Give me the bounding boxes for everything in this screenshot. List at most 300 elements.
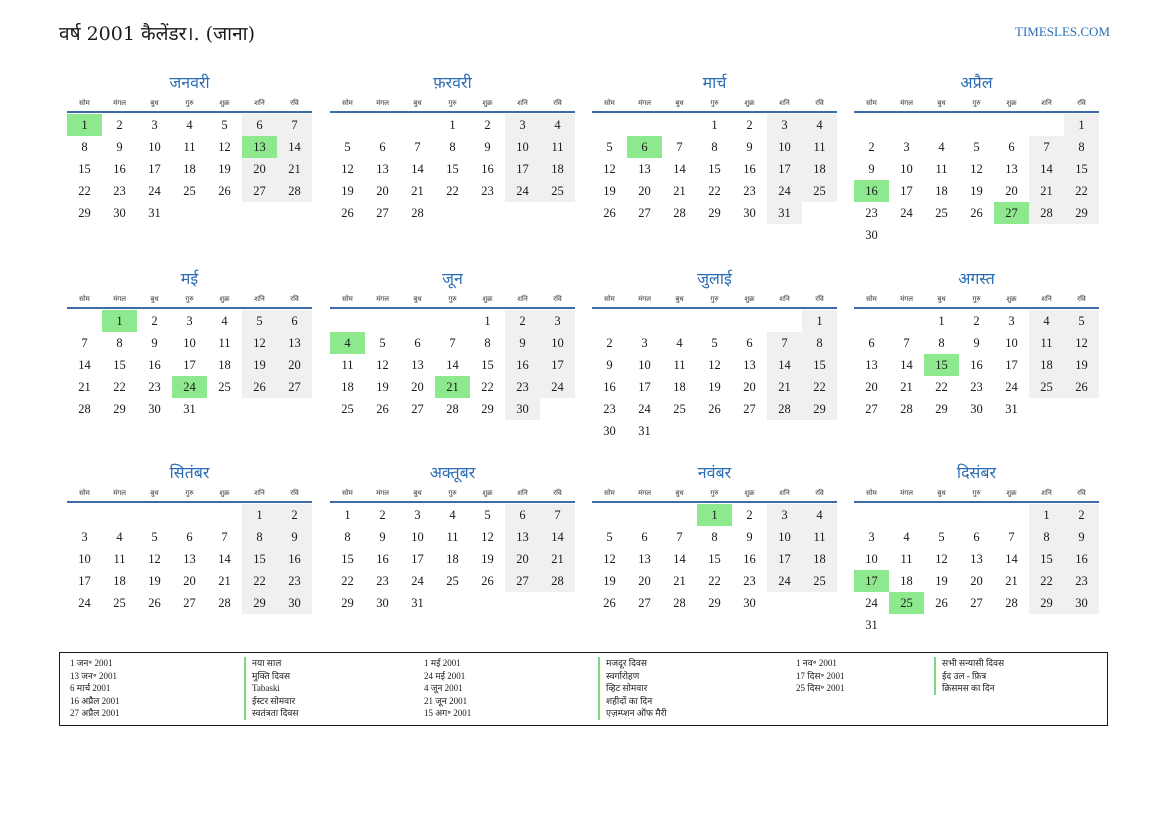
weekday-label: सोम [604, 489, 615, 497]
day-cell: 27 [743, 402, 756, 416]
day-cell: 21 [540, 548, 575, 570]
day-cell: 18 [1029, 354, 1064, 376]
holiday-name: मजदूर दिवस [598, 657, 667, 670]
day-cell: 26 [218, 184, 231, 198]
day-cell: 18 [935, 184, 948, 198]
day-cell: 11 [802, 526, 837, 548]
weekday-label: बुध [413, 99, 422, 107]
weekday-header [854, 96, 1099, 110]
month-block [330, 268, 575, 416]
holiday-date: 17 दिस॰ 2001 [796, 670, 845, 681]
holiday-date: 1 नव॰ 2001 [796, 658, 837, 668]
weekday-label: शनि [254, 489, 265, 497]
day-cell: 4 [540, 114, 575, 136]
holiday-day-cell: 25 [889, 592, 924, 614]
header-rule [67, 501, 312, 503]
holiday-date: 1 जन॰ 2001 [70, 658, 113, 668]
day-cell: 13 [1005, 162, 1018, 176]
day-cell: 17 [767, 158, 802, 180]
month-name: मार्च [702, 73, 727, 92]
header-rule [330, 111, 575, 113]
day-cell: 23 [743, 184, 756, 198]
day-cell: 21 [673, 184, 686, 198]
day-cell: 24 [148, 184, 161, 198]
weekday-header [330, 96, 575, 110]
month-name: अप्रैल [960, 73, 993, 92]
day-cell: 9 [505, 332, 540, 354]
holiday-name: शहीदों का दिन [598, 695, 667, 708]
day-cell: 28 [540, 570, 575, 592]
day-cell: 21 [218, 574, 231, 588]
holiday-name: ईद उल - फ़ित्र [934, 670, 1004, 683]
weekday-label: शुक्र [744, 99, 755, 107]
day-cell: 26 [708, 402, 721, 416]
day-cell: 16 [481, 162, 494, 176]
day-cell: 5 [242, 310, 277, 332]
day-cell: 21 [900, 380, 913, 394]
day-cell: 25 [1029, 376, 1064, 398]
day-cell: 5 [344, 140, 351, 154]
day-cell: 28 [767, 398, 802, 420]
day-cell: 24 [540, 376, 575, 398]
holiday-date: 16 अप्रैल 2001 [70, 695, 120, 706]
weekday-label: मंगल [376, 99, 389, 107]
day-cell: 3 [505, 114, 540, 136]
weekday-label: शनि [779, 99, 790, 107]
day-cell: 20 [183, 574, 196, 588]
day-cell: 18 [802, 548, 837, 570]
weekday-label: मंगल [113, 99, 126, 107]
day-cell: 30 [865, 228, 878, 242]
weekday-label: सोम [79, 489, 90, 497]
day-cell: 23 [113, 184, 126, 198]
day-cell: 2 [1064, 504, 1099, 526]
holiday-name: एज़म्प्शन ऑफ मैरी [598, 707, 667, 720]
day-cell: 14 [277, 136, 312, 158]
day-cell: 17 [148, 162, 161, 176]
header-rule [330, 501, 575, 503]
day-cell: 11 [673, 358, 686, 372]
day-cell: 1 [484, 314, 491, 328]
holiday-date: 27 अप्रैल 2001 [70, 708, 120, 718]
weekday-label: सोम [866, 489, 877, 497]
day-cell: 12 [935, 552, 948, 566]
day-cell: 21 [767, 376, 802, 398]
day-cell: 6 [277, 310, 312, 332]
weekday-label: रवि [815, 99, 824, 107]
day-cell: 7 [1008, 530, 1015, 544]
day-cell: 11 [113, 552, 126, 566]
day-cell: 2 [277, 504, 312, 526]
day-cell: 12 [603, 162, 616, 176]
day-cell: 12 [148, 552, 161, 566]
day-cell: 12 [341, 162, 354, 176]
month-block [330, 462, 575, 610]
day-cell: 8 [242, 526, 277, 548]
day-cell: 22 [481, 380, 494, 394]
day-cell: 6 [746, 336, 753, 350]
holiday-day-cell: 1 [67, 114, 102, 136]
day-cell: 16 [277, 548, 312, 570]
day-cell: 16 [148, 358, 161, 372]
day-cell: 24 [1005, 380, 1018, 394]
weekday-label: गुरु [710, 295, 719, 303]
day-cell: 23 [148, 380, 161, 394]
month-block [854, 268, 1099, 416]
holiday-dates-column [424, 657, 471, 720]
day-cell: 11 [218, 336, 231, 350]
month-block [67, 268, 312, 416]
day-cell: 8 [449, 140, 456, 154]
weekday-label: गुरु [710, 489, 719, 497]
month-name: जुलाई [697, 269, 732, 288]
day-cell: 2 [151, 314, 158, 328]
header-rule [67, 307, 312, 309]
holiday-day-cell: 4 [330, 332, 365, 354]
day-cell: 7 [767, 332, 802, 354]
day-cell: 16 [603, 380, 616, 394]
day-cell: 24 [638, 402, 651, 416]
day-cell: 11 [900, 552, 913, 566]
day-cell: 22 [708, 574, 721, 588]
day-cell: 29 [708, 206, 721, 220]
day-cell: 4 [449, 508, 456, 522]
day-cell: 9 [868, 162, 875, 176]
holiday-names-column [934, 657, 1004, 695]
weekday-label: शुक्र [1006, 295, 1017, 303]
day-cell: 29 [341, 596, 354, 610]
day-cell: 19 [1064, 354, 1099, 376]
day-cell: 5 [484, 508, 491, 522]
weekday-label: शुक्र [482, 295, 493, 303]
day-cell: 1 [1029, 504, 1064, 526]
day-cell: 30 [148, 402, 161, 416]
weekday-label: शुक्र [744, 295, 755, 303]
day-cell: 7 [676, 140, 683, 154]
day-cell: 1 [802, 310, 837, 332]
day-cell: 8 [711, 530, 718, 544]
day-cell: 24 [767, 180, 802, 202]
weekday-label: सोम [342, 295, 353, 303]
day-cell: 20 [970, 574, 983, 588]
day-cell: 26 [148, 596, 161, 610]
day-cell: 13 [277, 332, 312, 354]
day-cell: 3 [903, 140, 910, 154]
weekday-label: शनि [254, 295, 265, 303]
holiday-day-cell: 6 [627, 136, 662, 158]
day-cell: 4 [676, 336, 683, 350]
holiday-date: 21 जून 2001 [424, 695, 468, 706]
month-name: जून [442, 269, 463, 288]
weekday-label: सोम [342, 489, 353, 497]
day-cell: 30 [1064, 592, 1099, 614]
weekday-header [330, 292, 575, 306]
holiday-name: मुक्ति दिवस [244, 670, 299, 683]
holiday-names-column [598, 657, 667, 720]
day-cell: 21 [673, 574, 686, 588]
day-cell: 30 [376, 596, 389, 610]
weekday-label: मंगल [638, 489, 651, 497]
day-cell: 2 [746, 118, 753, 132]
day-cell: 6 [414, 336, 421, 350]
day-cell: 1 [938, 314, 945, 328]
weekday-label: बुध [150, 489, 159, 497]
weekday-label: मंगल [113, 489, 126, 497]
day-cell: 26 [935, 596, 948, 610]
day-cell: 6 [505, 504, 540, 526]
day-cell: 17 [540, 354, 575, 376]
day-cell: 10 [148, 140, 161, 154]
day-cell: 18 [218, 358, 231, 372]
day-cell: 15 [242, 548, 277, 570]
day-cell: 8 [938, 336, 945, 350]
day-cell: 29 [242, 592, 277, 614]
day-cell: 11 [446, 530, 459, 544]
day-cell: 9 [484, 140, 491, 154]
day-cell: 1 [242, 504, 277, 526]
month-block [592, 268, 837, 438]
day-cell: 9 [746, 530, 753, 544]
day-cell: 21 [411, 184, 424, 198]
holiday-name: सभी सन्यासी दिवस [934, 657, 1004, 670]
day-cell: 23 [376, 574, 389, 588]
day-cell: 22 [708, 184, 721, 198]
day-cell: 22 [242, 570, 277, 592]
day-cell: 28 [673, 206, 686, 220]
day-cell: 14 [673, 552, 686, 566]
day-cell: 9 [606, 358, 613, 372]
weekday-label: रवि [1077, 489, 1086, 497]
day-cell: 4 [802, 114, 837, 136]
weekday-label: मंगल [900, 489, 913, 497]
weekday-label: रवि [553, 489, 562, 497]
day-cell: 26 [603, 206, 616, 220]
holiday-name: व्हिट सोमवार [598, 682, 667, 695]
day-cell: 25 [113, 596, 126, 610]
day-cell: 6 [242, 114, 277, 136]
day-cell: 6 [186, 530, 193, 544]
day-cell: 10 [78, 552, 91, 566]
day-cell: 7 [414, 140, 421, 154]
day-cell: 12 [970, 162, 983, 176]
day-cell: 11 [540, 136, 575, 158]
weekday-label: गुरु [972, 99, 981, 107]
day-cell: 2 [505, 310, 540, 332]
day-cell: 29 [1064, 202, 1099, 224]
day-cell: 20 [242, 158, 277, 180]
weekday-label: बुध [937, 99, 946, 107]
day-cell: 13 [411, 358, 424, 372]
day-cell: 29 [1029, 592, 1064, 614]
weekday-label: शुक्र [482, 99, 493, 107]
holiday-date: 13 जन॰ 2001 [70, 670, 118, 681]
day-cell: 9 [277, 526, 312, 548]
day-cell: 21 [1029, 180, 1064, 202]
day-cell: 11 [1029, 332, 1064, 354]
day-cell: 8 [484, 336, 491, 350]
day-cell: 22 [341, 574, 354, 588]
day-cell: 3 [1008, 314, 1015, 328]
month-block [592, 72, 837, 220]
weekday-header [67, 292, 312, 306]
day-cell: 28 [1005, 596, 1018, 610]
day-cell: 23 [970, 380, 983, 394]
holiday-name: स्वतंत्रता दिवस [244, 707, 299, 720]
weekday-label: मंगल [900, 99, 913, 107]
day-cell: 28 [218, 596, 231, 610]
day-cell: 29 [78, 206, 91, 220]
day-cell: 4 [938, 140, 945, 154]
day-cell: 14 [900, 358, 913, 372]
day-cell: 7 [1029, 136, 1064, 158]
day-cell: 12 [1064, 332, 1099, 354]
holiday-date: 25 दिस॰ 2001 [796, 683, 845, 693]
day-cell: 19 [708, 380, 721, 394]
day-cell: 22 [78, 184, 91, 198]
weekday-label: रवि [553, 295, 562, 303]
day-cell: 9 [746, 140, 753, 154]
weekday-header [854, 292, 1099, 306]
weekday-label: बुध [150, 99, 159, 107]
day-cell: 16 [743, 552, 756, 566]
day-cell: 6 [1008, 140, 1015, 154]
weekday-label: शुक्र [219, 295, 230, 303]
weekday-label: बुध [675, 99, 684, 107]
day-cell: 10 [183, 336, 196, 350]
weekday-label: सोम [79, 99, 90, 107]
weekday-label: बुध [937, 295, 946, 303]
day-cell: 17 [78, 574, 91, 588]
day-cell: 2 [379, 508, 386, 522]
day-cell: 30 [603, 424, 616, 438]
day-cell: 19 [603, 184, 616, 198]
day-cell: 31 [865, 618, 878, 632]
day-cell: 17 [638, 380, 651, 394]
weekday-label: सोम [866, 295, 877, 303]
weekday-label: मंगल [900, 295, 913, 303]
day-cell: 10 [767, 526, 802, 548]
day-cell: 5 [938, 530, 945, 544]
day-cell: 25 [183, 184, 196, 198]
day-cell: 15 [708, 552, 721, 566]
day-cell: 15 [1064, 158, 1099, 180]
weekday-header [592, 486, 837, 500]
day-cell: 28 [673, 596, 686, 610]
weekday-label: शनि [1041, 295, 1052, 303]
day-cell: 27 [242, 180, 277, 202]
day-cell: 3 [641, 336, 648, 350]
day-cell: 3 [186, 314, 193, 328]
day-cell: 12 [708, 358, 721, 372]
day-cell: 30 [743, 596, 756, 610]
day-cell: 22 [1029, 570, 1064, 592]
weekday-label: सोम [604, 99, 615, 107]
day-cell: 10 [900, 162, 913, 176]
day-cell: 15 [113, 358, 126, 372]
day-cell: 18 [900, 574, 913, 588]
day-cell: 23 [1064, 570, 1099, 592]
day-cell: 20 [743, 380, 756, 394]
day-cell: 20 [376, 184, 389, 198]
day-cell: 30 [743, 206, 756, 220]
day-cell: 10 [865, 552, 878, 566]
day-cell: 6 [379, 140, 386, 154]
day-cell: 12 [603, 552, 616, 566]
day-cell: 12 [376, 358, 389, 372]
site-link[interactable]: TIMESLES.COM [1015, 24, 1110, 39]
day-cell: 8 [81, 140, 88, 154]
holiday-name: ईस्टर सोमवार [244, 695, 299, 708]
day-cell: 23 [481, 184, 494, 198]
day-cell: 10 [505, 136, 540, 158]
page-title: वर्ष 2001 कैलेंडर।. (जाना) [59, 23, 255, 45]
day-cell: 5 [379, 336, 386, 350]
weekday-label: रवि [815, 295, 824, 303]
day-cell: 16 [970, 358, 983, 372]
month-block [67, 72, 312, 220]
day-cell: 4 [1029, 310, 1064, 332]
day-cell: 27 [638, 206, 651, 220]
day-cell: 6 [868, 336, 875, 350]
day-cell: 4 [221, 314, 228, 328]
weekday-label: रवि [1077, 295, 1086, 303]
day-cell: 24 [767, 570, 802, 592]
weekday-label: गुरु [185, 489, 194, 497]
day-cell: 24 [900, 206, 913, 220]
month-name: फ़रवरी [433, 73, 472, 92]
day-cell: 18 [540, 158, 575, 180]
weekday-label: सोम [342, 99, 353, 107]
day-cell: 5 [1064, 310, 1099, 332]
day-cell: 31 [1005, 402, 1018, 416]
day-cell: 30 [970, 402, 983, 416]
header-rule [592, 111, 837, 113]
day-cell: 11 [341, 358, 354, 372]
weekday-label: गुरु [448, 489, 457, 497]
day-cell: 14 [446, 358, 459, 372]
day-cell: 19 [341, 184, 354, 198]
weekday-label: गुरु [185, 99, 194, 107]
day-cell: 5 [606, 530, 613, 544]
day-cell: 29 [935, 402, 948, 416]
day-cell: 13 [505, 526, 540, 548]
weekday-label: रवि [290, 489, 299, 497]
weekday-label: शुक्र [1006, 489, 1017, 497]
day-cell: 12 [218, 140, 231, 154]
weekday-label: बुध [413, 489, 422, 497]
day-cell: 25 [341, 402, 354, 416]
day-cell: 20 [638, 574, 651, 588]
day-cell: 8 [116, 336, 123, 350]
header-rule [854, 111, 1099, 113]
weekday-label: रवि [290, 99, 299, 107]
weekday-label: गुरु [448, 295, 457, 303]
day-cell: 14 [673, 162, 686, 176]
day-cell: 8 [1064, 136, 1099, 158]
day-cell: 26 [603, 596, 616, 610]
day-cell: 17 [505, 158, 540, 180]
day-cell: 27 [183, 596, 196, 610]
day-cell: 8 [344, 530, 351, 544]
weekday-label: शनि [517, 489, 528, 497]
day-cell: 11 [183, 140, 196, 154]
day-cell: 16 [743, 162, 756, 176]
weekday-label: शुक्र [1006, 99, 1017, 107]
day-cell: 24 [78, 596, 91, 610]
holidays-list [59, 652, 1108, 726]
day-cell: 17 [411, 552, 424, 566]
month-block [67, 462, 312, 610]
